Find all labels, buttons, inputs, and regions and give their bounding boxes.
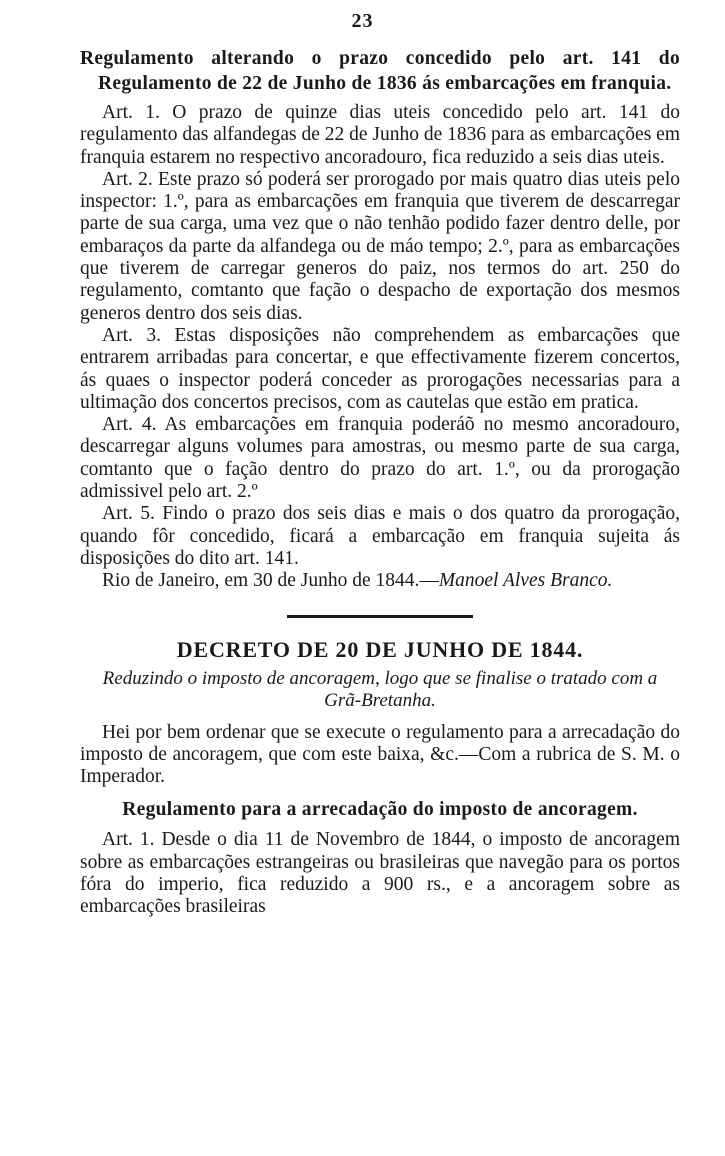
article-2: Art. 2. Este prazo só poderá ser prorogado por mais quatro dias uteis pelo inspector: 1.º, para as embarcações em franquia que tiverem de descarregar parte de sua carga, uma vez que o não tenhão podido fazer dentro delle, por embaraços da parte da alfandega ou de máo tempo; 2.º, para as embarcações que tiverem de carregar generos do paiz, nos termos do art. 250 do regulamento, comtanto que fação o despacho de exportação dos mesmos generos dentro dos seis dias.	[80, 168, 680, 324]
decree-body: Hei por bem ordenar que se execute o regulamento para a arrecadação do imposto de ancoragem, que com este baixa, &c.—Com a rubrica de S. M. o Imperador.	[80, 721, 680, 788]
regulation-two-title: Regulamento para a arrecadação do imposto de ancoragem.	[122, 799, 638, 821]
page-number: 23	[351, 10, 374, 32]
regulation-two-article-1: Art. 1. Desde o dia 11 de Novembro de 1844, o imposto de ancoragem sobre as embarcações estrangeiras ou brasileiras que navegão para os portos fóra do imperio, fica reduzido a 900 rs., e a ancoragem sobre as embarcações brasileiras	[80, 829, 680, 918]
article-3: Art. 3. Estas disposições não comprehendem as embarcações que entrarem arribadas para concertar, e que effectivamente fizerem concertos, ás quaes o inspector poderá conceder as prorogações necessarias para a ultimação dos concertos precisos, com as cautelas que estão em pratica.	[80, 324, 680, 413]
signature: Manoel Alves Branco.	[438, 570, 613, 592]
section-divider	[287, 615, 473, 618]
signoff-place-date: Rio de Janeiro, em 30 de Junho de 1844.—	[102, 570, 439, 592]
signoff	[80, 570, 680, 592]
page-content	[80, 46, 680, 919]
article-1: Art. 1. O prazo de quinze dias uteis concedido pelo art. 141 do regulamento das alfandegas de 22 de Junho de 1836 para as embarcações em franquia estarem no respectivo ancoradouro, fica reduzido a seis dias uteis.	[80, 102, 680, 168]
decree-subtitle: Reduzindo o imposto de ancoragem, logo que se finalise o tratado com a Grã-Bretanha.	[102, 667, 658, 711]
article-5: Art. 5. Findo o prazo dos seis dias e mais o dos quatro da prorogação, quando fôr concedido, ficará a embarcação em franquia sujeita ás disposições do dito art. 141.	[80, 503, 680, 569]
article-4: Art. 4. As embarcações em franquia poderáõ no mesmo ancoradouro, descarregar alguns volumes para amostras, ou mesmo parte de sua carga, comtanto que o fação dentro do prazo do art. 1.º, ou da prorogação admissivel pelo art. 2.º	[80, 414, 680, 503]
regulation-heading: Regulamento alterando o prazo concedido pelo art. 141 do Regulamento de 22 de Junho de 1836 ás embarcações em franquia.	[80, 48, 680, 94]
decree-title: DECRETO DE 20 DE JUNHO DE 1844.	[176, 636, 584, 662]
